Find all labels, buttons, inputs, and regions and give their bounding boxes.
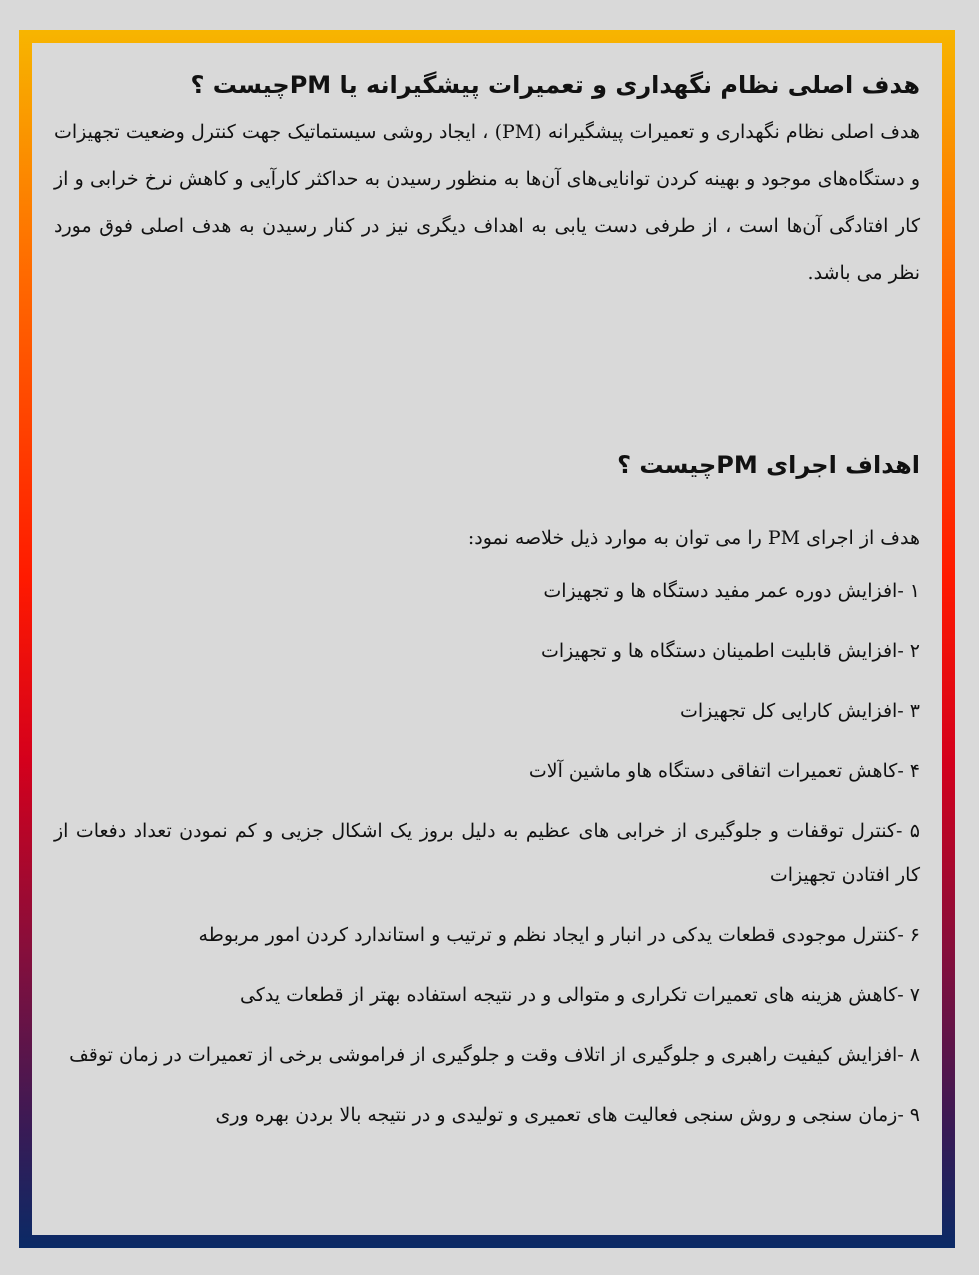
list-item: ۷ -کاهش هزینه های تعمیرات تکراری و متوالی و در نتیجه استفاده بهتر از قطعات یدکی xyxy=(239,984,920,1006)
content-area xyxy=(32,43,942,1235)
list-item: ۲ -افزایش قابلیت اطمینان دستگاه ها و تجهیزات xyxy=(540,640,920,662)
section1-heading: هدف اصلی نظام نگهداری و تعمیرات پیشگیرانه یا PMچیست ؟ xyxy=(190,71,920,99)
list-item: ۱ -افزایش دوره عمر مفید دستگاه ها و تجهیزات xyxy=(543,580,920,602)
goals-list xyxy=(54,569,920,1137)
list-item: ۴ -کاهش تعمیرات اتفاقی دستگاه هاو ماشین آلات xyxy=(528,760,920,782)
list-item: ۶ -کنترل موجودی قطعات یدکی در انبار و ایجاد نظم و ترتیب و استاندارد کردن امور مربوطه xyxy=(198,924,920,946)
list-item: ۵ -کنترل توقفات و جلوگیری از خرابی های عظیم به دلیل بروز یک اشکال جزیی و کم نمودن تعداد دفعات از کار افتادن تجهیزات xyxy=(54,820,920,886)
section1-paragraph: هدف اصلی نظام نگهداری و تعمیرات پیشگیرانه (PM) ، ایجاد روشی سیستماتیک جهت کنترل وضعیت تجهیزات و دستگاه‌های موجود و بهینه کردن توانایی‌های آن‌ها به منظور رسیدن به حداکثر کارآیی و کاهش نرخ خرابی و از کار افتادگی آن‌ها است ، از طرفی دست یابی به اهداف دیگری نیز در کنار رسیدن به هدف اصلی فوق مورد نظر می باشد. xyxy=(54,121,920,284)
section2-intro: هدف از اجرای PM را می توان به موارد ذیل خلاصه نمود: xyxy=(467,527,920,549)
gradient-border-frame xyxy=(19,30,955,1248)
list-item: ۸ -افزایش کیفیت راهبری و جلوگیری از اتلاف وقت و جلوگیری از فراموشی برخی از تعمیرات در زمان توقف xyxy=(69,1044,920,1066)
section2-heading: اهداف اجرای PMچیست ؟ xyxy=(617,451,920,479)
list-item: ۳ -افزایش کارایی کل تجهیزات xyxy=(680,700,920,722)
list-item: ۹ -زمان سنجی و روش سنجی فعالیت های تعمیری و تولیدی و در نتیجه بالا بردن بهره وری xyxy=(215,1104,920,1126)
